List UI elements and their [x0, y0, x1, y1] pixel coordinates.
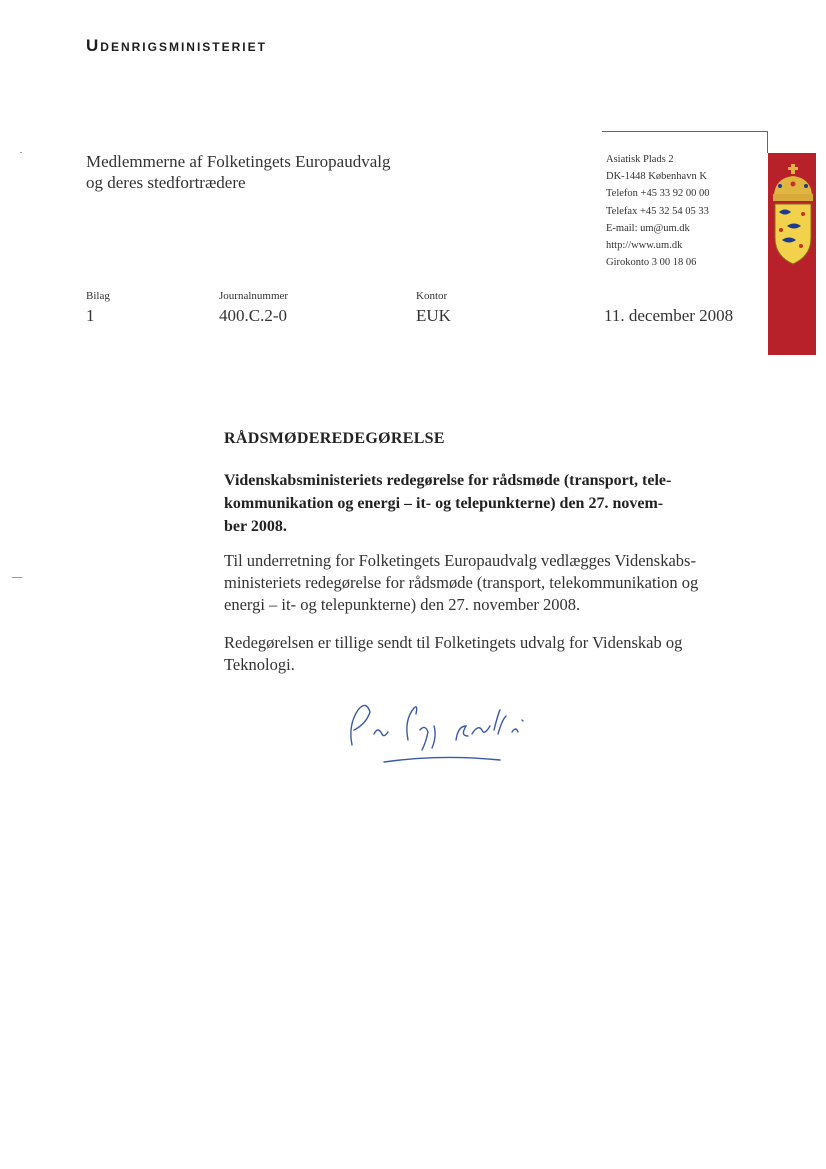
address-street: Asiatisk Plads 2 — [606, 154, 674, 165]
address-city: DK-1448 København K — [606, 171, 707, 183]
address-divider — [602, 131, 767, 132]
paragraph-line: Til underretning for Folketingets Europaudvalg vedlægges Videnskabs- — [224, 551, 696, 570]
address-website: http://www.um.dk — [606, 240, 683, 252]
headline-line: Videnskabsministeriets redegørelse for rådsmøde (transport, tele- — [224, 472, 672, 489]
recipient-block — [86, 151, 391, 193]
recipient-line-2: og deres stedfortrædere — [86, 173, 246, 192]
scan-mark — [12, 577, 22, 578]
body-paragraph-2 — [224, 632, 744, 676]
body-paragraph-1 — [224, 550, 744, 616]
paragraph-line: energi – it- og telepunkterne) den 27. november 2008. — [224, 595, 581, 614]
sender-address-block — [606, 151, 709, 271]
address-divider-tick — [767, 131, 768, 153]
handwritten-signature — [330, 690, 560, 775]
ministry-letterhead: Udenrigsministeriet — [86, 36, 267, 55]
bilag-label: Bilag — [86, 290, 110, 302]
paragraph-line: Redegørelsen er tillige sendt til Folketingets udvalg for Videnskab og — [224, 633, 683, 652]
journal-number-label: Journalnummer — [219, 290, 289, 302]
paragraph-line: Teknologi. — [224, 655, 295, 674]
address-fax: Telefax +45 32 54 05 33 — [606, 205, 709, 217]
danish-coat-of-arms-icon — [770, 160, 816, 280]
paragraph-line: ministeriets redegørelse for rådsmøde (transport, telekommunikation og — [224, 573, 699, 592]
document-headline — [224, 469, 744, 538]
headline-line: kommunikation og energi – it- og telepunkterne) den 27. novem- — [224, 495, 664, 512]
address-phone: Telefon +45 33 92 00 00 — [606, 188, 710, 200]
letter-date: 11. december 2008 — [604, 306, 734, 325]
address-giro: Girokonto 3 00 18 06 — [606, 257, 697, 269]
journal-number-value: 400.C.2-0 — [219, 306, 287, 325]
scan-mark — [20, 152, 22, 153]
headline-line: ber 2008. — [224, 518, 287, 535]
document-subject: RÅDSMØDEREDEGØRELSE — [224, 430, 445, 447]
address-email: E-mail: um@um.dk — [606, 222, 690, 234]
bilag-value: 1 — [86, 306, 95, 325]
office-label: Kontor — [416, 290, 448, 302]
recipient-line-1: Medlemmerne af Folketingets Europaudvalg — [86, 152, 391, 171]
office-value: EUK — [416, 306, 451, 325]
